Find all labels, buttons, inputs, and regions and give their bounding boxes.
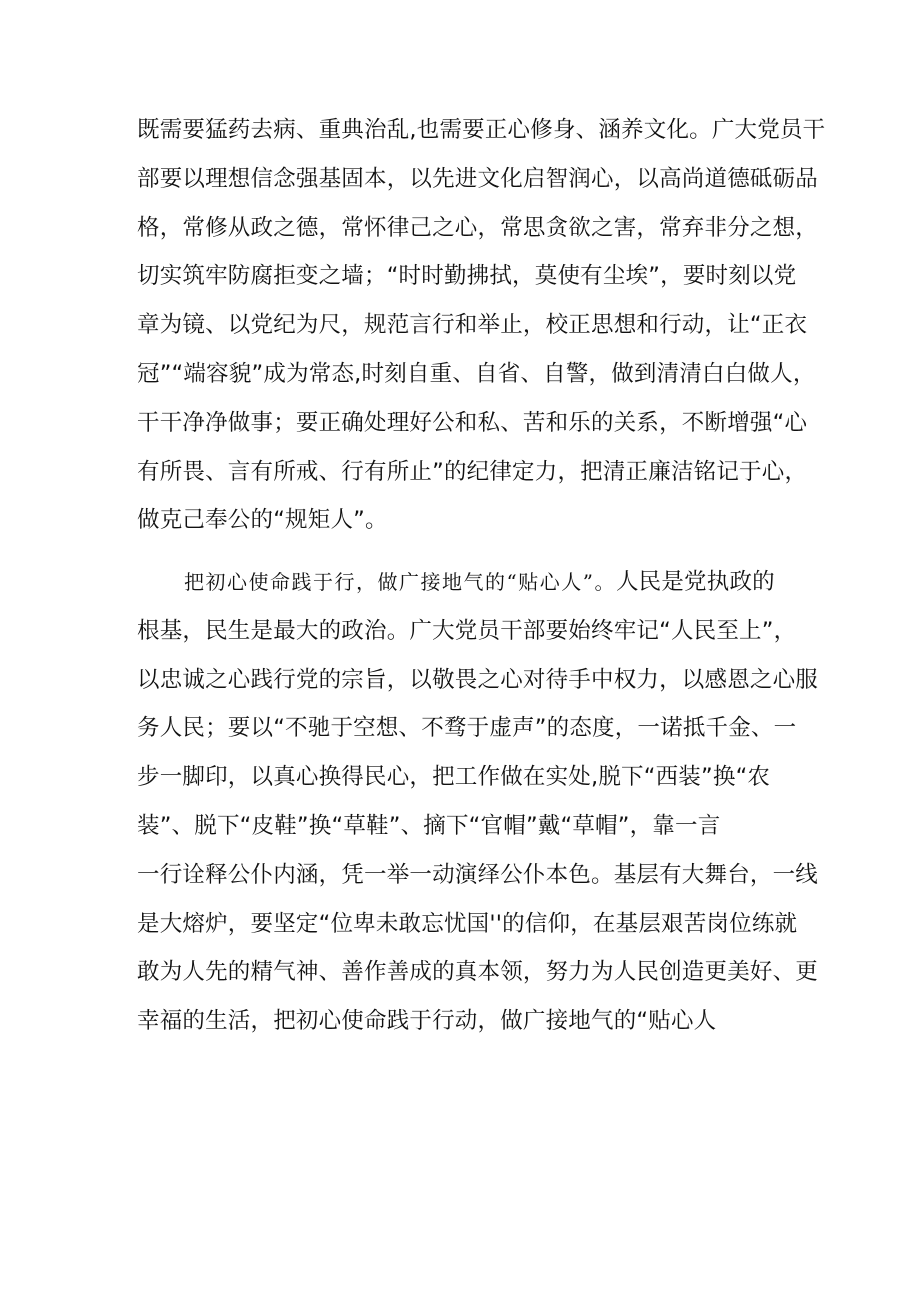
paragraph-2 — [137, 558, 817, 1046]
paragraph-2-line: 根基，民生是最大的政治。广大党员干部要始终牢记“人民至上”， — [137, 617, 797, 644]
paragraph-2-line: 是大熔炉，要坚定“位卑未敢忘忧国''的信仰，在基层艰苦岗位练就 — [137, 910, 798, 937]
paragraph-1-line: 做克己奉公的“规矩人”。 — [137, 507, 388, 534]
paragraph-1-line: 切实筑牢防腐拒变之墙；“时时勤拂拭，莫使有尘埃”，要时刻以党 — [137, 263, 797, 290]
paragraph-1-line: 冠”“端容貌”成为常态,时刻自重、自省、自警，做到清清白白做人， — [137, 360, 816, 387]
paragraph-1-line: 格，常修从政之德，常怀律己之心，常思贪欲之害，常弃非分之想， — [137, 214, 819, 241]
paragraph-2-first-line — [137, 558, 817, 607]
paragraph-heading: 把初心使命践于行，做广接地气的“贴心人”。 — [184, 570, 616, 594]
paragraph-2-line: 敢为人先的精气神、善作善成的真本领，努力为人民创造更美好、更 — [137, 959, 819, 986]
paragraph-1 — [137, 106, 826, 545]
paragraph-1-line: 干干净净做事；要正确处理好公和私、苦和乐的关系，不断增强“心 — [137, 409, 808, 436]
paragraph-1-line: 既需要猛药去病、重典治乱,也需要正心修身、涵养文化。广大党员干 — [137, 117, 826, 143]
paragraph-1-line: 部要以理想信念强基固本，以先进文化启智润心，以高尚道德砥砺品 — [137, 165, 819, 192]
paragraph-2-line: 步一脚印，以真心换得民心，把工作做在实处,脱下“西装”换“农 — [137, 764, 771, 791]
paragraph-2-line: 一行诠释公仆内涵，凭一举一动演绎公仆本色。基层有大舞台，一线 — [137, 861, 819, 888]
paragraph-2-line: 务人民；要以“不驰于空想、不骛于虚声”的态度，一诺抵千金、一 — [137, 715, 797, 742]
paragraph-1-line: 章为镜、以党纪为尺，规范言行和举止，校正思想和行动，让“正衣 — [137, 312, 808, 339]
paragraph-1-line: 有所畏、言有所戒、行有所止”的纪律定力，把清正廉洁铭记于心， — [137, 458, 808, 485]
paragraph-2-line: 以忠诚之心践行党的宗旨，以敬畏之心对待手中权力，以感恩之心服 — [137, 666, 819, 693]
paragraph-2-first-line-text: 人民是党执政的 — [615, 569, 775, 595]
paragraph-2-line: 幸福的生活，把初心使命践于行动，做广接地气的“贴心人 — [137, 1008, 717, 1035]
paragraph-2-line: 装”、脱下“皮鞋”换“草鞋”、摘下“官帽”戴“草帽”，靠一言 — [137, 812, 721, 839]
